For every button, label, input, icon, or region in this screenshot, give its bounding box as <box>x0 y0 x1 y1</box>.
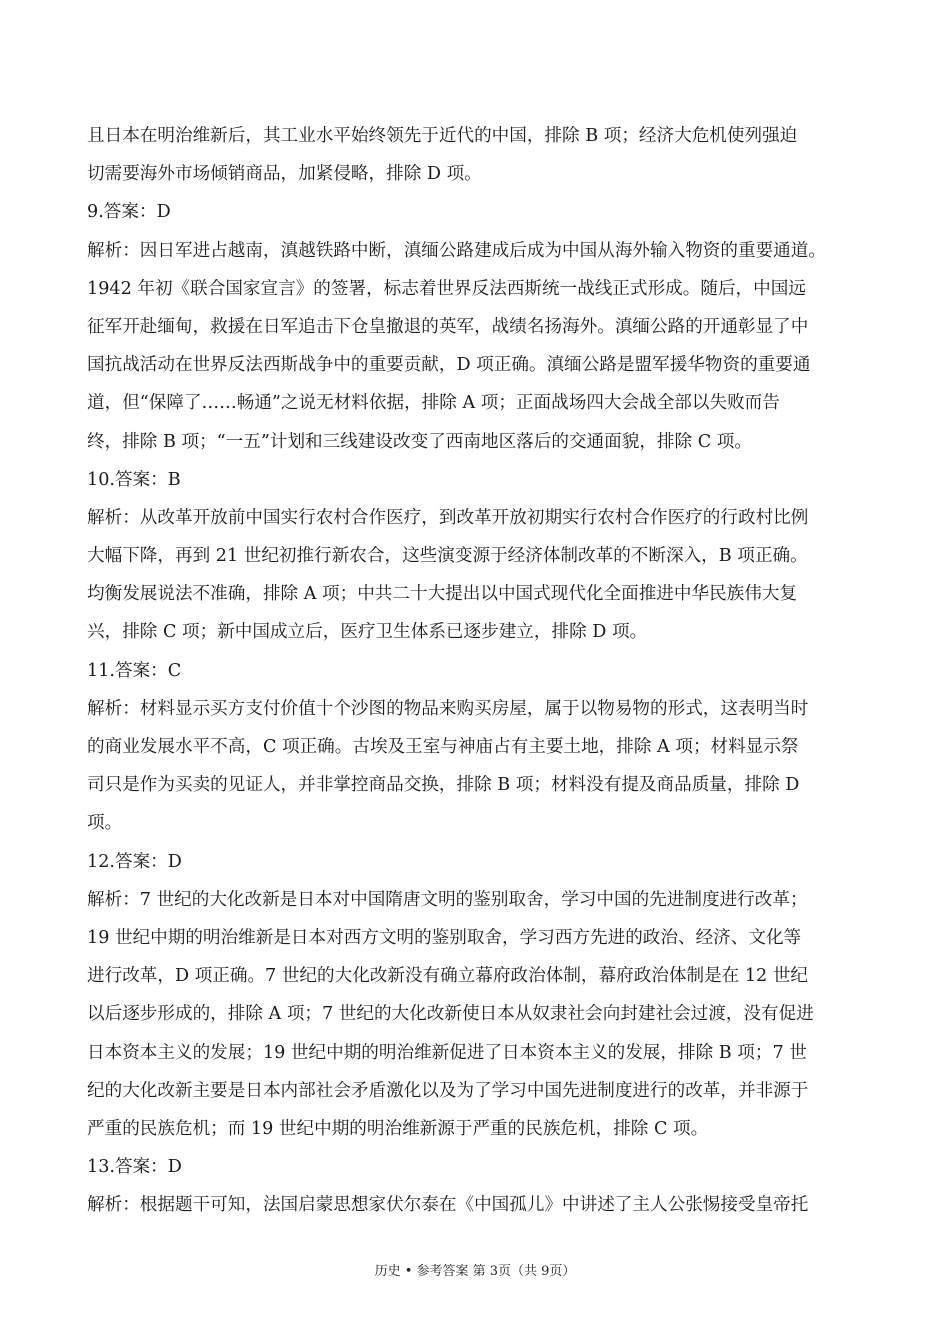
text-line: 大幅下降，再到 21 世纪初推行新农合，这些演变源于经济体制改革的不断深入，B 项正确。 <box>87 546 808 567</box>
answer-heading: 12.答案：D <box>87 851 182 872</box>
text-line: 解析：因日军进占越南，滇越铁路中断，滇缅公路建成后成为中国从海外输入物资的重要通道。 <box>87 240 826 261</box>
text-line: 解析：7 世纪的大化改新是日本对中国隋唐文明的鉴别取舍，学习中国的先进制度进行改革； <box>87 889 808 910</box>
text-line: 国抗战活动在世界反法西斯战争中的重要贡献，D 项正确。滇缅公路是盟军援华物资的重要通 <box>87 355 811 376</box>
page-footer: 历史 • 参考答案 第 3页（共 9页） <box>374 1264 576 1279</box>
document-body <box>87 117 863 1224</box>
text-line: 征军开赴缅甸，救援在日军追击下仓皇撤退的英军，战绩名扬海外。滇缅公路的开通彰显了中 <box>87 316 809 337</box>
text-line: 19 世纪中期的明治维新是日本对西方文明的鉴别取舍，学习西方先进的政治、经济、文化等 <box>87 927 802 948</box>
text-line: 司只是作为买卖的见证人，并非掌控商品交换，排除 B 项；材料没有提及商品质量，排除 D <box>87 775 800 796</box>
text-line: 解析：材料显示买方支付价值十个沙图的物品来购买房屋，属于以物易物的形式，这表明当时 <box>87 698 809 719</box>
text-line: 严重的民族危机；而 19 世纪中期的明治维新源于严重的民族危机，排除 C 项。 <box>87 1118 709 1139</box>
text-line: 日本资本主义的发展；19 世纪中期的明治维新促进了日本资本主义的发展，排除 B 项；7 世 <box>87 1042 807 1063</box>
text-line: 终，排除 B 项；“一五”计划和三线建设改变了西南地区落后的交通面貌，排除 C 项。 <box>87 431 752 452</box>
text-line: 且日本在明治维新后，其工业水平始终领先于近代的中国，排除 B 项；经济大危机使列强迫 <box>87 126 798 146</box>
text-line: 纪的大化改新主要是日本内部社会矛盾激化以及为了学习中国先进制度进行的改革，并非源于 <box>87 1080 809 1101</box>
text-line: 兴，排除 C 项；新中国成立后，医疗卫生体系已逐步建立，排除 D 项。 <box>87 622 648 643</box>
answer-heading: 11.答案：C <box>87 660 182 681</box>
text-line: 进行改革，D 项正确。7 世纪的大化改新没有确立幕府政治体制，幕府政治体制是在 12 世纪 <box>87 966 809 987</box>
text-line: 解析：从改革开放前中国实行农村合作医疗，到改革开放初期实行农村合作医疗的行政村比例 <box>87 507 809 528</box>
text-line: 以后逐步形成的，排除 A 项；7 世纪的大化改新使日本从奴隶社会向封建社会过渡，没有促进 <box>87 1004 814 1025</box>
text-line: 切需要海外市场倾销商品，加紧侵略，排除 D 项。 <box>87 164 482 185</box>
answer-heading: 10.答案：B <box>87 469 181 490</box>
text-line: 均衡发展说法不准确，排除 A 项；中共二十大提出以中国式现代化全面推进中华民族伟大复 <box>87 584 798 605</box>
text-line: 解析：根据题干可知，法国启蒙思想家伏尔泰在《中国孤儿》中讲述了主人公张惕接受皇帝托 <box>87 1195 809 1216</box>
answer-heading: 13.答案：D <box>87 1157 182 1178</box>
text-line: 道，但“保障了……畅通”之说无材料依据，排除 A 项；正面战场四大会战全部以失败而告 <box>87 393 780 414</box>
text-line: 1942 年初《联合国家宣言》的签署，标志着世界反法西斯统一战线正式形成。随后，中国远 <box>87 278 806 299</box>
text-line: 的商业发展水平不高，C 项正确。古埃及王室与神庙占有主要土地，排除 A 项；材料显示祭 <box>87 737 799 757</box>
answer-heading: 9.答案：D <box>87 202 171 223</box>
text-line: 项。 <box>87 813 123 834</box>
